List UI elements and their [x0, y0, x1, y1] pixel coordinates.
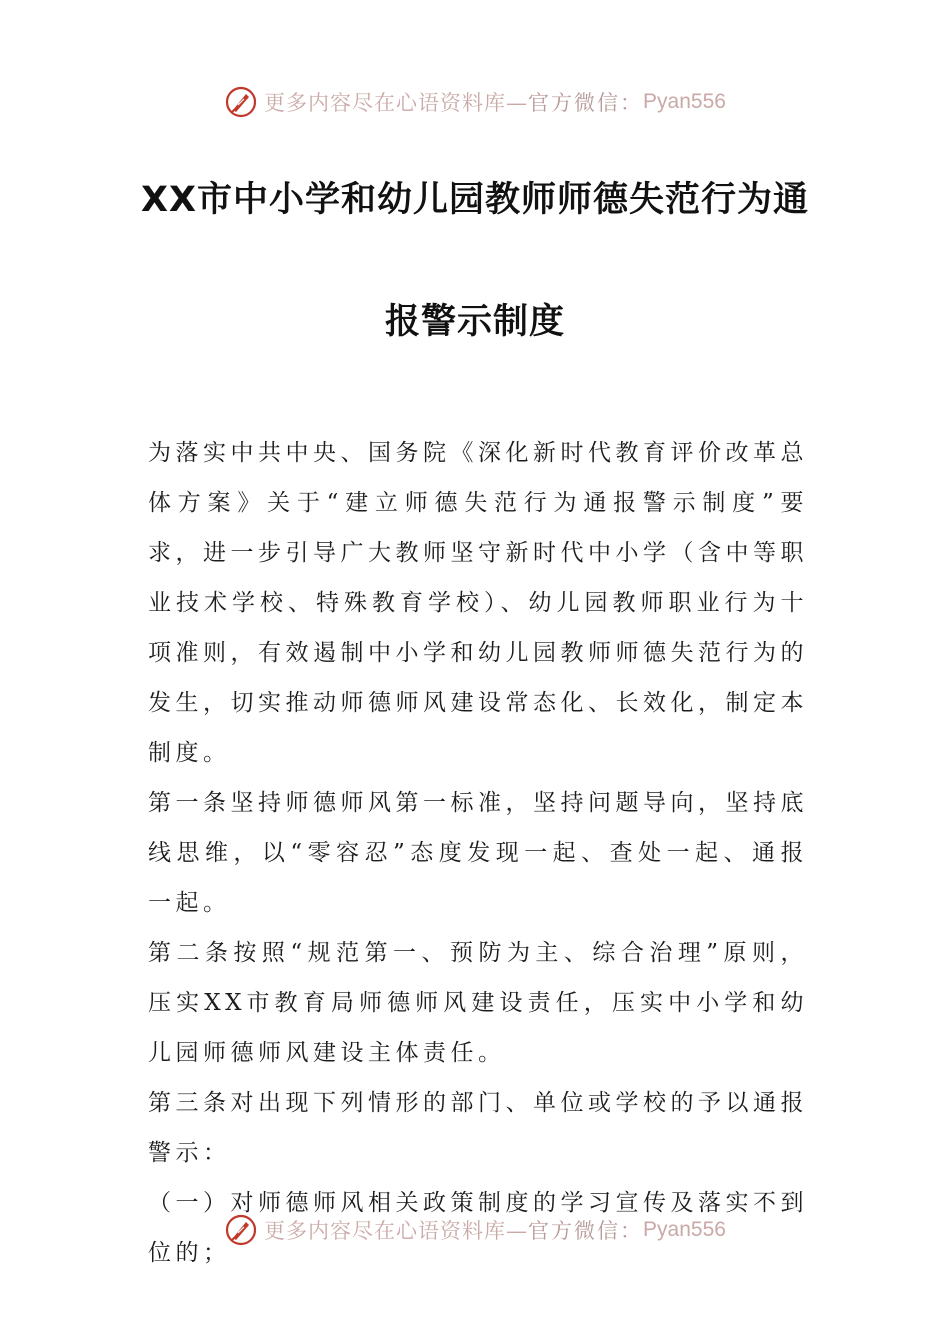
watermark-wechat-label: 官方微信：: [528, 91, 644, 115]
quill-pen-logo-icon: [224, 85, 258, 119]
watermark-wechat-id: Pyan556: [643, 90, 726, 113]
document-title-line-1: XX市中小学和幼儿园教师师德失范行为通: [141, 180, 809, 220]
document-body: [148, 428, 808, 1278]
watermark-wechat-label: 官方微信：: [528, 1219, 644, 1243]
watermark-banner-bottom: [0, 1208, 950, 1252]
article-2-paragraph: 第二条按照“规范第一、预防为主、综合治理”原则，压实XX市教育局师德师风建设责任，压实中小学和幼儿园师德师风建设主体责任。: [148, 940, 808, 1066]
document-title-line-2: 报警示制度: [384, 302, 565, 342]
article-1-paragraph: 第一条坚持师德师风第一标准，坚持问题导向，坚持底线思维，以“零容忍”态度发现一起、查处一起、通报一起。: [148, 790, 808, 916]
quill-pen-logo-icon: [224, 1213, 258, 1247]
watermark-main-text: 更多内容尽在心语资料库—: [264, 91, 529, 115]
watermark-wechat-id: Pyan556: [643, 1218, 726, 1241]
article-3-paragraph: 第三条对出现下列情形的部门、单位或学校的予以通报警示：: [148, 1090, 808, 1166]
watermark-banner-top: [0, 80, 950, 124]
intro-paragraph: 为落实中共中央、国务院《深化新时代教育评价改革总体方案》关于“建立师德失范行为通报警示制度”要求，进一步引导广大教师坚守新时代中小学（含中等职业技术学校、特殊教育学校）、幼儿园教师职业行为十项准则，有效遏制中小学和幼儿园教师师德失范行为的发生，切实推动师德师风建设常态化、长效化，制定本制度。: [148, 440, 808, 766]
article-3-item-1: （一）对师德师风相关政策制度的学习宣传及落实不到位的；: [148, 1190, 808, 1266]
watermark-main-text: 更多内容尽在心语资料库—: [264, 1219, 529, 1243]
